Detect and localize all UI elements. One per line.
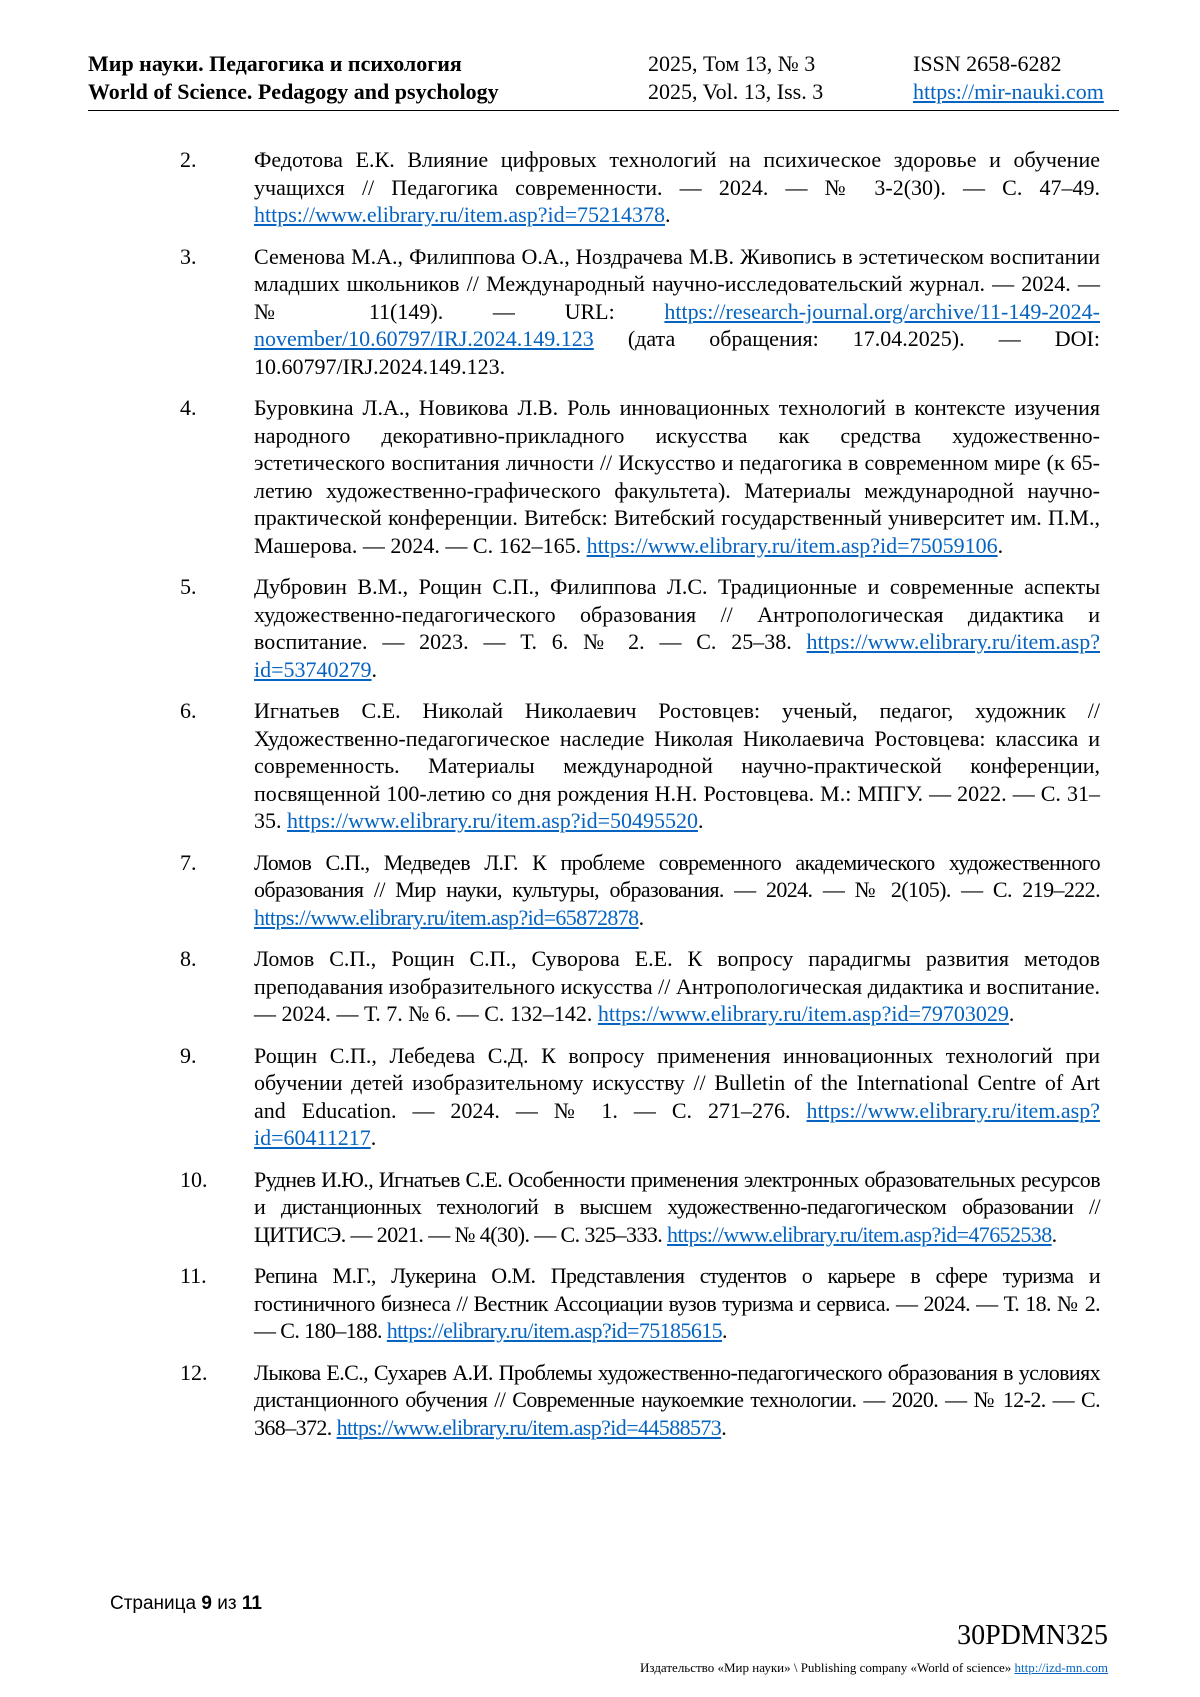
header-row-en [88,78,1119,106]
publisher-line [640,1660,1108,1676]
reference-link[interactable]: https://www.elibrary.ru/item.asp?id=75059106 [586,532,998,558]
reference-body [254,573,1100,683]
reference-item [180,1262,1100,1345]
reference-link[interactable]: https://elibrary.ru/item.asp?id=75185615 [386,1318,723,1343]
reference-number: 12. [180,1359,208,1385]
reference-text: Ломов С.П., Рощин С.П., Суворова Е.Е. К вопросу парадигмы развития методов преподавания изобразительного искусства // Антропологическая дидактика и воспитание. — 2024. — Т. 7. № 6. — С. 132–142. [254,946,1100,1026]
reference-number: 6. [180,698,197,723]
reference-item [180,573,1100,683]
reference-suffix: (дата обращения: 17.04.2025). — DOI: 10.60797/IRJ.2024.149.123. [254,326,1100,379]
reference-suffix: . [698,808,704,833]
reference-text: Игнатьев С.Е. Николай Николаевич Ростовцев: ученый, педагог, художник // Художественно-педагогическое наследие Николая Николаевича Ростовцева: классика и современность. Материалы международной научно-практической конференции, посвященной 100-летию со дня рождения Н.Н. Ростовцева. М.: МПГУ. — 2022. — С. 31–35. [254,698,1100,833]
reference-item [180,945,1100,1028]
reference-suffix: . [638,904,644,930]
reference-item [180,146,1100,229]
publisher-text: Издательство «Мир науки» \ Publishing company «World of science» [640,1660,1015,1675]
reference-body [254,394,1100,559]
reference-suffix: . [371,656,378,682]
reference-number: 4. [180,395,197,420]
journal-title-en: World of Science. Pedagogy and psychology [88,79,499,104]
reference-link[interactable]: https://www.elibrary.ru/item.asp?id=65872878 [254,904,639,930]
site-cell [913,78,1119,106]
reference-item [180,697,1100,835]
reference-number: 5. [180,574,197,599]
reference-number: 2. [180,147,197,172]
page-label: Страница [110,1593,197,1614]
journal-site-link[interactable]: https://mir-nauki.com [913,79,1104,104]
issue-en: 2025, Vol. 13, Iss. 3 [648,79,824,104]
reference-text: Буровкина Л.А., Новикова Л.В. Роль инновационных технологий в контексте изучения народного декоративно-прикладного искусства как средства художественно-эстетического воспитания личности // Искусство и педагогика в современном мире (к 65-летию художественно-графического факультета). Материалы международной научно-практической конференции. Витебск: Витебский государственный университет им. П.М., Машерова. — 2024. — С. 162–165. [254,395,1100,558]
issn: ISSN 2658-6282 [913,51,1062,76]
reference-number: 10. [180,1166,208,1192]
reference-number: 7. [180,849,197,875]
reference-link[interactable]: https://www.elibrary.ru/item.asp?id=50495520 [287,808,698,833]
reference-text: Ломов С.П., Медведев Л.Г. К проблеме современного академического художественного образования // Мир науки, культуры, образования. — 2024. — № 2(105). — С. 219–222. [254,849,1100,902]
reference-suffix: . [721,1414,727,1440]
reference-text: Руднев И.Ю., Игнатьев С.Е. Особенности применения электронных образовательных ресурсов и дистанционных технологий в высшем художественно-педагогическом образовании // ЦИТИСЭ. — 2021. — № 4(30). — С. 325–333. [254,1166,1100,1247]
reference-item [180,1166,1100,1249]
reference-suffix: . [1008,1001,1015,1026]
reference-suffix: . [1051,1221,1057,1247]
reference-suffix: . [997,532,1004,558]
reference-link[interactable]: https://research-journal.org/archive/11-149-2024-november/10.60797/IRJ.2024.149.123 [254,298,1100,351]
reference-item [180,849,1100,932]
issue-ru: 2025, Том 13, № 3 [648,51,816,76]
page-of: из [217,1593,237,1614]
article-code: 30PDMN325 [957,1620,1108,1651]
page-header [88,50,1119,111]
reference-text: Лыкова Е.С., Сухарев А.И. Проблемы художественно-педагогического образования в условиях дистанционного обучения // Современные наукоемкие технологии. — 2020. — № 12-2. — С. 368–372. [254,1359,1100,1440]
reference-body [254,243,1100,381]
reference-item [180,1359,1100,1442]
publisher-link[interactable]: http://izd-mn.com [1014,1660,1108,1675]
reference-link[interactable]: https://www.elibrary.ru/item.asp?id=75214378 [254,202,665,227]
reference-link[interactable]: https://www.elibrary.ru/item.asp?id=53740279 [254,629,1100,682]
reference-body [254,849,1100,932]
reference-body [254,697,1100,835]
reference-link[interactable]: https://www.elibrary.ru/item.asp?id=47652538 [667,1221,1052,1247]
reference-number: 9. [180,1042,197,1068]
reference-body [254,1262,1100,1345]
reference-body [254,945,1100,1028]
header-row-ru [88,50,1119,78]
reference-number: 8. [180,946,197,971]
reference-link[interactable]: https://www.elibrary.ru/item.asp?id=44588573 [336,1414,722,1440]
page-total: 11 [241,1593,262,1614]
reference-body [254,1042,1100,1152]
reference-text: Дубровин В.М., Рощин С.П., Филиппова Л.С. Традиционные и современные аспекты художественно-педагогического образования // Антропологическая дидактика и воспитание. — 2023. — Т. 6. № 2. — С. 25–38. [254,574,1100,654]
reference-text: Семенова М.А., Филиппова О.А., Ноздрачева М.В. Живопись в эстетическом воспитании младших школьников // Международный научно-исследовательский журнал. — 2024. — № 11(149). — URL: [254,243,1100,324]
reference-suffix: . [370,1125,377,1150]
reference-text: Федотова Е.К. Влияние цифровых технологий на психическое здоровье и обучение учащихся // Педагогика современности. — 2024. — № 3-2(30). — С. 47–49. [254,147,1100,200]
reference-suffix: . [665,202,671,227]
reference-body [254,1166,1100,1249]
journal-title-ru: Мир науки. Педагогика и психология [88,51,462,76]
page-counter [110,1593,262,1615]
reference-list [180,146,1100,1455]
reference-text: Репина М.Г., Лукерина О.М. Представления студентов о карьере в сфере туризма и гостиничного бизнеса // Вестник Ассоциации вузов туризма и сервиса. — 2024. — Т. 18. № 2. — С. 180–188. [254,1263,1100,1343]
reference-item [180,394,1100,559]
reference-link[interactable]: https://www.elibrary.ru/item.asp?id=60411217 [254,1097,1100,1150]
reference-link[interactable]: https://www.elibrary.ru/item.asp?id=79703029 [597,1001,1009,1026]
reference-item [180,1042,1100,1152]
page-current: 9 [201,1593,212,1614]
reference-text: Рощин С.П., Лебедева С.Д. К вопросу применения инновационных технологий при обучении детей изобразительному искусству // Bulletin of the International Centre of Art and Education. — 2024. — № 1. — С. 271–276. [254,1042,1100,1123]
reference-number: 11. [180,1263,207,1288]
reference-item [180,243,1100,381]
reference-body [254,1359,1100,1442]
reference-suffix: . [722,1318,727,1343]
reference-number: 3. [180,243,197,269]
reference-body [254,146,1100,229]
